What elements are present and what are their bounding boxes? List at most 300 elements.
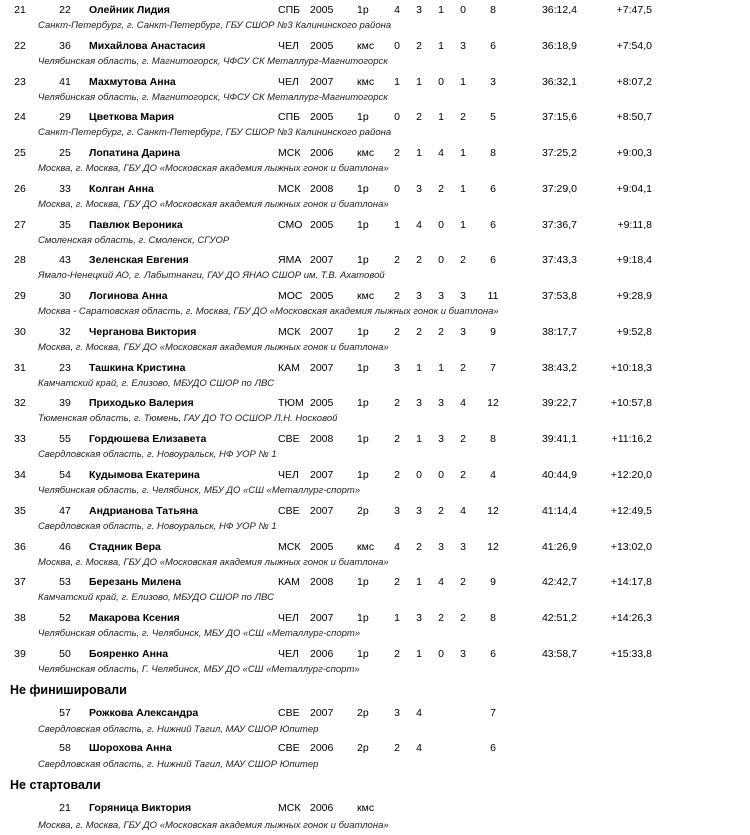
penalty-total-cell: 6: [490, 182, 496, 195]
finish-time-cell: 40:44,9: [541, 469, 577, 481]
athlete-organization: Москва - Саратовская область, г. Москва, ГБУ ДО «Московская академия лыжных гонок и биатлона»: [38, 306, 499, 318]
shooting-2-cell: 1: [416, 433, 422, 446]
bib-cell: 21: [59, 802, 71, 814]
shooting-2-cell: 2: [416, 540, 422, 553]
athlete-organization: Свердловская область, г. Нижний Тагил, МАУ СШОР Юпитер: [38, 724, 319, 735]
place-cell: 27: [14, 218, 26, 231]
region-cell: ЧЕЛ: [278, 75, 299, 88]
athlete-row: [0, 361, 750, 375]
bib-cell: 47: [59, 504, 71, 517]
athlete-row: [0, 468, 750, 482]
athlete-name: Лопатина Дарина: [89, 147, 181, 160]
athlete-name: Березань Милена: [89, 576, 182, 589]
bib-cell: 29: [59, 111, 71, 124]
shooting-4-cell: 3: [460, 540, 466, 553]
time-behind-cell: +12:49,5: [610, 504, 652, 517]
time-behind-cell: +9:04,1: [616, 182, 652, 195]
shooting-3-cell: 1: [438, 111, 444, 124]
athlete-organization: Ямало-Ненецкий АО, г. Лабытнанги, ГАУ ДО ЯНАО СШОР им. Т.В. Ахатовой: [38, 270, 385, 282]
penalty-total-cell: 8: [490, 433, 496, 446]
shooting-1-cell: 0: [394, 39, 400, 52]
rank-cell: кмс: [357, 802, 375, 814]
shooting-1-cell: 2: [394, 576, 400, 589]
birth-year-cell: 2006: [310, 147, 334, 160]
time-behind-cell: +9:52,8: [616, 325, 652, 338]
finish-time-cell: 37:15,6: [541, 111, 577, 124]
birth-year-cell: 2005: [310, 39, 334, 52]
shooting-3-cell: 3: [438, 540, 444, 553]
shooting-2-cell: 3: [416, 504, 422, 517]
shooting-2-cell: 3: [416, 397, 422, 410]
place-cell: 32: [14, 397, 26, 410]
shooting-2-cell: 1: [416, 75, 422, 88]
rank-cell: 1р: [357, 4, 369, 16]
place-cell: 23: [14, 75, 26, 88]
bib-cell: 32: [59, 325, 71, 338]
birth-year-cell: 2007: [310, 254, 334, 267]
shooting-4-cell: 2: [460, 576, 466, 589]
athlete-name: Гордюшева Елизавета: [89, 433, 207, 446]
place-cell: 28: [14, 254, 26, 267]
athlete-name: Зеленская Евгения: [89, 254, 189, 267]
place-cell: 25: [14, 147, 26, 160]
shooting-3-cell: 2: [438, 504, 444, 517]
birth-year-cell: 2007: [310, 707, 334, 719]
region-cell: ЧЕЛ: [278, 612, 299, 625]
shooting-1-cell: 2: [394, 397, 400, 410]
athlete-name: Стадник Вера: [89, 540, 161, 553]
birth-year-cell: 2006: [310, 647, 334, 660]
shooting-2-cell: 3: [416, 290, 422, 303]
time-behind-cell: +9:18,4: [616, 254, 652, 267]
athlete-row: [0, 611, 750, 625]
athlete-row: [0, 218, 750, 232]
shooting-1-cell: 2: [394, 469, 400, 481]
athlete-name: Павлюк Вероника: [89, 218, 183, 231]
shooting-4-cell: 1: [460, 218, 466, 231]
shooting-1-cell: 2: [394, 325, 400, 338]
athlete-name: Черганова Виктория: [89, 325, 197, 338]
shooting-2-cell: 1: [416, 361, 422, 374]
rank-cell: 1р: [357, 647, 369, 660]
region-cell: СМО: [278, 218, 303, 231]
time-behind-cell: +13:02,0: [610, 540, 652, 553]
birth-year-cell: 2007: [310, 469, 334, 481]
penalty-total-cell: 7: [490, 707, 496, 719]
birth-year-cell: 2005: [310, 4, 334, 16]
finish-time-cell: 36:32,1: [541, 75, 577, 88]
athlete-organization: Москва, г. Москва, ГБУ ДО «Московская академия лыжных гонок и биатлона»: [38, 556, 389, 568]
rank-cell: 1р: [357, 612, 369, 625]
athlete-row: [0, 39, 750, 53]
shooting-1-cell: 2: [394, 742, 400, 754]
bib-cell: 33: [59, 182, 71, 195]
athlete-name: Михайлова Анастасия: [89, 39, 206, 52]
shooting-4-cell: 3: [460, 39, 466, 52]
shooting-4-cell: 3: [460, 290, 466, 303]
athlete-row: [0, 146, 750, 160]
penalty-total-cell: 6: [490, 254, 496, 267]
shooting-1-cell: 2: [394, 647, 400, 660]
place-cell: 38: [14, 612, 26, 625]
birth-year-cell: 2005: [310, 397, 334, 410]
athlete-name: Цветкова Мария: [89, 111, 175, 124]
athlete-organization: Камчатский край, г. Елизово, МБУДО СШОР по ЛВС: [38, 592, 274, 604]
time-behind-cell: +9:28,9: [616, 290, 652, 303]
athlete-name: Махмутова Анна: [89, 75, 176, 88]
athlete-organization: Москва, г. Москва, ГБУ ДО «Московская академия лыжных гонок и биатлона»: [38, 820, 389, 831]
shooting-1-cell: 3: [394, 504, 400, 517]
birth-year-cell: 2007: [310, 361, 334, 374]
rank-cell: 1р: [357, 361, 369, 374]
shooting-1-cell: 3: [394, 707, 400, 719]
place-cell: 34: [14, 469, 26, 481]
shooting-2-cell: 2: [416, 325, 422, 338]
place-cell: 37: [14, 576, 26, 589]
birth-year-cell: 2007: [310, 504, 334, 517]
athlete-row: [0, 289, 750, 303]
shooting-3-cell: 2: [438, 182, 444, 195]
shooting-3-cell: 2: [438, 325, 444, 338]
rank-cell: кмс: [357, 540, 375, 553]
shooting-4-cell: 2: [460, 612, 466, 625]
section-title-dnf: Не финишировали: [10, 683, 127, 697]
shooting-1-cell: 0: [394, 182, 400, 195]
shooting-2-cell: 3: [416, 612, 422, 625]
shooting-4-cell: 2: [460, 254, 466, 267]
shooting-4-cell: 1: [460, 75, 466, 88]
rank-cell: 1р: [357, 182, 369, 195]
region-cell: СВЕ: [278, 707, 300, 719]
time-behind-cell: +11:16,2: [611, 433, 652, 446]
time-behind-cell: +8:07,2: [616, 75, 652, 88]
penalty-total-cell: 8: [490, 4, 496, 16]
shooting-3-cell: 1: [438, 39, 444, 52]
athlete-name: Кудымова Екатерина: [89, 469, 200, 481]
athlete-organization: Камчатский край, г. Елизово, МБУДО СШОР по ЛВС: [38, 377, 274, 389]
finish-time-cell: 41:26,9: [541, 540, 577, 553]
birth-year-cell: 2007: [310, 612, 334, 625]
region-cell: ЧЕЛ: [278, 647, 299, 660]
shooting-1-cell: 2: [394, 290, 400, 303]
finish-time-cell: 37:53,8: [541, 290, 577, 303]
rank-cell: 1р: [357, 433, 369, 446]
shooting-2-cell: 1: [416, 576, 422, 589]
bib-cell: 43: [59, 254, 71, 267]
place-cell: 36: [14, 540, 26, 553]
time-behind-cell: +9:11,8: [617, 218, 652, 231]
athlete-name: Шорохова Анна: [89, 742, 172, 754]
bib-cell: 25: [59, 147, 71, 160]
athlete-organization: Свердловская область, г. Нижний Тагил, МАУ СШОР Юпитер: [38, 759, 319, 770]
athlete-organization: Челябинская область, г. Магнитогорск, ЧФСУ СК Металлург-Магнитогорск: [38, 91, 388, 103]
bib-cell: 57: [59, 707, 71, 719]
place-cell: 24: [14, 111, 26, 124]
place-cell: 21: [14, 4, 26, 16]
rank-cell: 1р: [357, 397, 369, 410]
penalty-total-cell: 5: [490, 111, 496, 124]
athlete-row: [0, 3, 750, 17]
athlete-name: Ташкина Кристина: [89, 361, 186, 374]
bib-cell: 23: [59, 361, 71, 374]
shooting-1-cell: 4: [394, 4, 400, 16]
shooting-2-cell: 4: [416, 218, 422, 231]
time-behind-cell: +7:54,0: [616, 39, 652, 52]
birth-year-cell: 2005: [310, 111, 334, 124]
shooting-2-cell: 4: [416, 707, 422, 719]
time-behind-cell: +15:33,8: [610, 647, 652, 660]
penalty-total-cell: 12: [487, 397, 499, 410]
athlete-organization: Смоленская область, г. Смоленск, СГУОР: [38, 234, 230, 246]
athlete-row: [0, 741, 750, 755]
time-behind-cell: +14:17,8: [610, 576, 652, 589]
shooting-2-cell: 4: [416, 742, 422, 754]
place-cell: 26: [14, 182, 26, 195]
shooting-2-cell: 1: [416, 147, 422, 160]
athlete-row: [0, 182, 750, 196]
shooting-3-cell: 2: [438, 612, 444, 625]
shooting-4-cell: 2: [460, 433, 466, 446]
athlete-organization: Москва, г. Москва, ГБУ ДО «Московская академия лыжных гонок и биатлона»: [38, 341, 389, 353]
birth-year-cell: 2007: [310, 325, 334, 338]
birth-year-cell: 2006: [310, 742, 334, 754]
place-cell: 22: [14, 39, 26, 52]
shooting-3-cell: 1: [438, 361, 444, 374]
shooting-2-cell: 3: [416, 182, 422, 195]
shooting-4-cell: 2: [460, 361, 466, 374]
bib-cell: 52: [59, 612, 71, 625]
penalty-total-cell: 6: [490, 218, 496, 231]
rank-cell: 1р: [357, 576, 369, 589]
birth-year-cell: 2008: [310, 433, 334, 446]
rank-cell: 2р: [357, 742, 369, 754]
finish-time-cell: 39:22,7: [541, 397, 577, 410]
time-behind-cell: +8:50,7: [616, 111, 652, 124]
bib-cell: 58: [59, 742, 71, 754]
athlete-row: [0, 647, 750, 661]
shooting-2-cell: 3: [416, 4, 422, 16]
shooting-4-cell: 1: [460, 182, 466, 195]
athlete-row: [0, 575, 750, 589]
region-cell: МСК: [278, 147, 301, 160]
athlete-name: Колган Анна: [89, 182, 154, 195]
birth-year-cell: 2005: [310, 540, 334, 553]
athlete-row: [0, 325, 750, 339]
finish-time-cell: 41:14,4: [541, 504, 577, 517]
bib-cell: 54: [59, 469, 71, 481]
time-behind-cell: +12:20,0: [610, 469, 652, 481]
place-cell: 35: [14, 504, 26, 517]
penalty-total-cell: 12: [487, 504, 499, 517]
penalty-total-cell: 3: [490, 75, 496, 88]
shooting-2-cell: 2: [416, 254, 422, 267]
place-cell: 29: [14, 290, 26, 303]
rank-cell: 2р: [357, 707, 369, 719]
shooting-4-cell: 2: [460, 469, 466, 481]
region-cell: СВЕ: [278, 742, 300, 754]
region-cell: МОС: [278, 290, 303, 303]
region-cell: ЧЕЛ: [278, 469, 299, 481]
region-cell: КАМ: [278, 361, 300, 374]
region-cell: СВЕ: [278, 504, 300, 517]
bib-cell: 35: [59, 218, 71, 231]
bib-cell: 30: [59, 290, 71, 303]
finish-time-cell: 37:29,0: [541, 182, 577, 195]
athlete-row: [0, 75, 750, 89]
shooting-1-cell: 4: [394, 540, 400, 553]
bib-cell: 50: [59, 647, 71, 660]
birth-year-cell: 2005: [310, 290, 334, 303]
place-cell: 33: [14, 433, 26, 446]
shooting-4-cell: 2: [460, 111, 466, 124]
athlete-organization: Челябинская область, г. Челябинск, МБУ ДО «СШ «Металлург-спорт»: [38, 485, 361, 496]
place-cell: 30: [14, 325, 26, 338]
penalty-total-cell: 9: [490, 325, 496, 338]
birth-year-cell: 2007: [310, 75, 334, 88]
finish-time-cell: 42:51,2: [541, 612, 577, 625]
shooting-3-cell: 3: [438, 433, 444, 446]
shooting-4-cell: 4: [460, 504, 466, 517]
athlete-organization: Санкт-Петербург, г. Санкт-Петербург, ГБУ СШОР №3 Калининского района: [38, 127, 392, 139]
athlete-name: Андрианова Татьяна: [89, 504, 199, 517]
rank-cell: 1р: [357, 325, 369, 338]
region-cell: СВЕ: [278, 433, 300, 446]
penalty-total-cell: 6: [490, 39, 496, 52]
shooting-4-cell: 3: [460, 325, 466, 338]
finish-time-cell: 37:36,7: [541, 218, 577, 231]
penalty-total-cell: 11: [487, 290, 499, 303]
shooting-3-cell: 0: [438, 469, 444, 481]
athlete-organization: Тюменская область, г. Тюмень, ГАУ ДО ТО ОСШОР Л.Н. Носковой: [38, 413, 338, 425]
finish-time-cell: 36:18,9: [541, 39, 577, 52]
athlete-row: [0, 540, 750, 554]
place-cell: 31: [14, 361, 26, 374]
bib-cell: 41: [59, 75, 71, 88]
region-cell: СПБ: [278, 4, 301, 16]
shooting-1-cell: 0: [394, 111, 400, 124]
penalty-total-cell: 6: [490, 647, 496, 660]
rank-cell: кмс: [357, 39, 375, 52]
shooting-3-cell: 4: [438, 576, 444, 589]
athlete-organization: Санкт-Петербург, г. Санкт-Петербург, ГБУ СШОР №3 Калининского района: [38, 20, 392, 31]
region-cell: МСК: [278, 182, 301, 195]
birth-year-cell: 2005: [310, 218, 334, 231]
athlete-organization: Москва, г. Москва, ГБУ ДО «Московская академия лыжных гонок и биатлона»: [38, 163, 389, 175]
shooting-3-cell: 0: [438, 647, 444, 660]
birth-year-cell: 2006: [310, 802, 334, 814]
finish-time-cell: 37:43,3: [541, 254, 577, 267]
penalty-total-cell: 7: [490, 361, 496, 374]
athlete-name: Макарова Ксения: [89, 612, 180, 625]
finish-time-cell: 38:17,7: [541, 325, 577, 338]
penalty-total-cell: 6: [490, 742, 496, 754]
bib-cell: 46: [59, 540, 71, 553]
shooting-1-cell: 3: [394, 361, 400, 374]
athlete-row: [0, 706, 750, 720]
shooting-2-cell: 2: [416, 111, 422, 124]
bib-cell: 39: [59, 397, 71, 410]
finish-time-cell: 39:41,1: [541, 433, 577, 446]
penalty-total-cell: 4: [490, 469, 496, 481]
penalty-total-cell: 9: [490, 576, 496, 589]
athlete-row: [0, 253, 750, 267]
shooting-4-cell: 4: [460, 397, 466, 410]
penalty-total-cell: 8: [490, 612, 496, 625]
shooting-3-cell: 4: [438, 147, 444, 160]
bib-cell: 53: [59, 576, 71, 589]
shooting-1-cell: 1: [394, 218, 400, 231]
region-cell: ТЮМ: [278, 397, 304, 410]
region-cell: МСК: [278, 540, 301, 553]
region-cell: ЧЕЛ: [278, 39, 299, 52]
region-cell: ЯМА: [278, 254, 302, 267]
time-behind-cell: +14:26,3: [610, 612, 652, 625]
region-cell: МСК: [278, 802, 301, 814]
rank-cell: 1р: [357, 218, 369, 231]
athlete-organization: Свердловская область, г. Новоуральск, НФ УОР № 1: [38, 520, 277, 532]
athlete-name: Логинова Анна: [89, 290, 168, 303]
athlete-row: [0, 396, 750, 410]
athlete-organization: Челябинская область, г. Челябинск, МБУ ДО «СШ «Металлург-спорт»: [38, 628, 361, 640]
shooting-1-cell: 1: [394, 612, 400, 625]
time-behind-cell: +10:18,3: [610, 361, 652, 374]
shooting-3-cell: 1: [438, 4, 444, 16]
rank-cell: кмс: [357, 75, 375, 88]
shooting-2-cell: 1: [416, 647, 422, 660]
birth-year-cell: 2008: [310, 576, 334, 589]
region-cell: МСК: [278, 325, 301, 338]
penalty-total-cell: 12: [487, 540, 499, 553]
athlete-organization: Москва, г. Москва, ГБУ ДО «Московская академия лыжных гонок и биатлона»: [38, 198, 389, 210]
time-behind-cell: +10:57,8: [610, 397, 652, 410]
shooting-1-cell: 2: [394, 433, 400, 446]
shooting-4-cell: 1: [460, 147, 466, 160]
athlete-name: Бояренко Анна: [89, 647, 169, 660]
birth-year-cell: 2008: [310, 182, 334, 195]
bib-cell: 36: [59, 39, 71, 52]
shooting-4-cell: 0: [460, 4, 466, 16]
region-cell: СПБ: [278, 111, 301, 124]
athlete-name: Рожкова Александра: [89, 707, 199, 719]
finish-time-cell: 42:42,7: [541, 576, 577, 589]
athlete-organization: Свердловская область, г. Новоуральск, НФ УОР № 1: [38, 449, 277, 461]
rank-cell: кмс: [357, 147, 375, 160]
shooting-3-cell: 0: [438, 218, 444, 231]
athlete-organization: Челябинская область, Г. Челябинск, МБУ ДО «СШ «Металлург-спорт»: [38, 663, 360, 675]
athlete-row: [0, 504, 750, 518]
section-title-dns: Не стартовали: [10, 778, 101, 792]
finish-time-cell: 37:25,2: [541, 147, 577, 160]
shooting-3-cell: 3: [438, 290, 444, 303]
athlete-row: [0, 432, 750, 446]
time-behind-cell: +7:47,5: [616, 4, 652, 16]
athlete-name: Приходько Валерия: [89, 397, 194, 410]
finish-time-cell: 36:12,4: [541, 4, 577, 16]
rank-cell: 1р: [357, 469, 369, 481]
place-cell: 39: [14, 647, 26, 660]
rank-cell: 2р: [357, 504, 369, 517]
shooting-1-cell: 2: [394, 147, 400, 160]
bib-cell: 55: [59, 433, 71, 446]
shooting-1-cell: 1: [394, 75, 400, 88]
penalty-total-cell: 8: [490, 147, 496, 160]
shooting-2-cell: 2: [416, 39, 422, 52]
rank-cell: кмс: [357, 290, 375, 303]
finish-time-cell: 43:58,7: [541, 647, 577, 660]
shooting-1-cell: 2: [394, 254, 400, 267]
time-behind-cell: +9:00,3: [616, 147, 652, 160]
shooting-3-cell: 3: [438, 397, 444, 410]
